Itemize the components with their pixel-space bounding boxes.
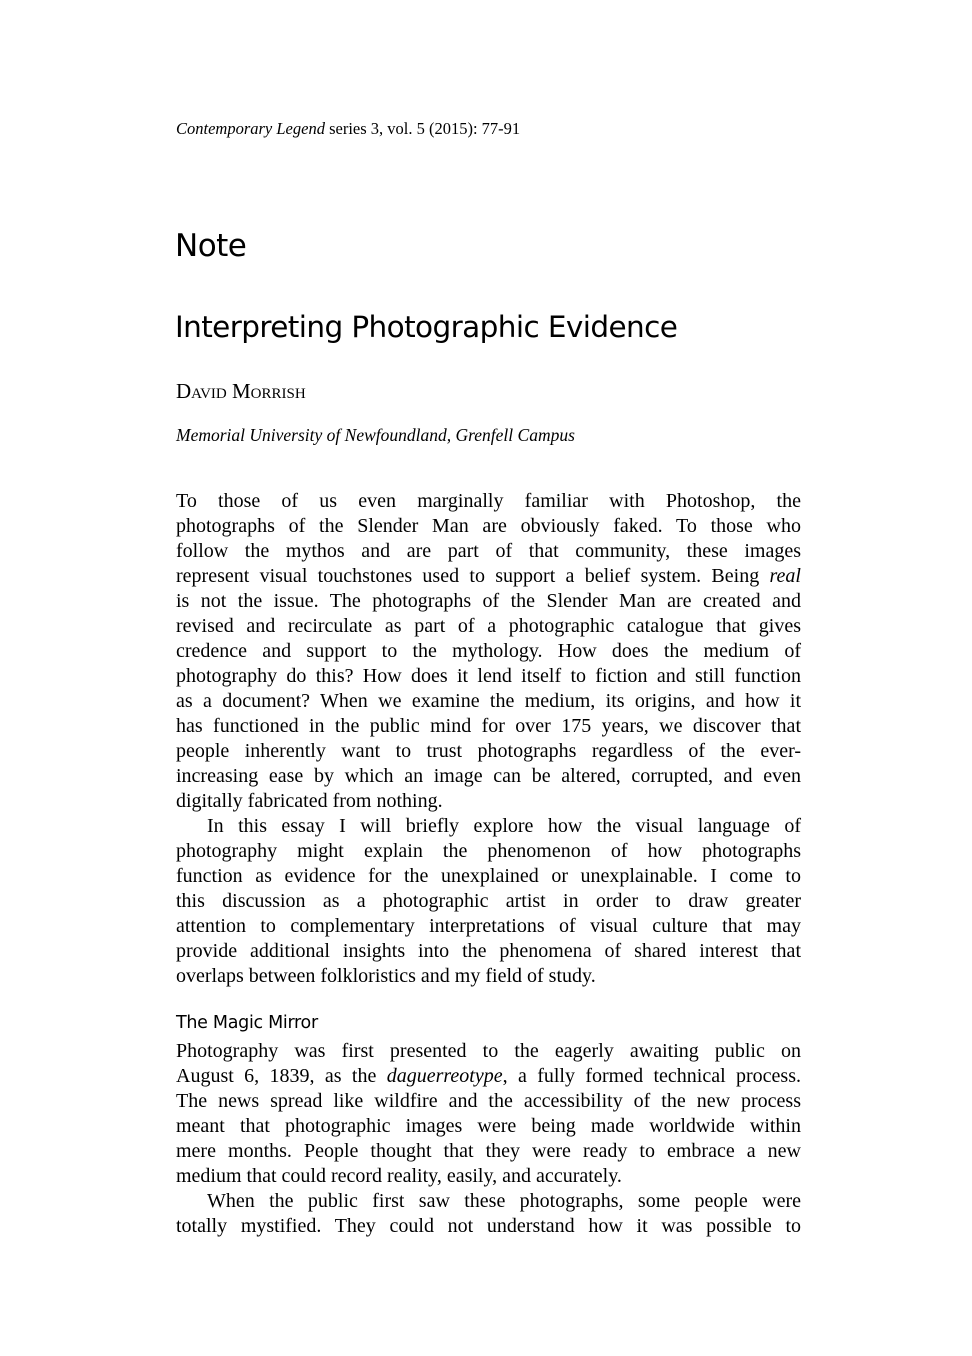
text-line: has functioned in the public mind for over 175 years, we discover that [176, 715, 801, 737]
text-segment: August 6, 1839, as the [176, 1065, 387, 1087]
emphasis-text: real [769, 565, 801, 587]
text-line: The news spread like wildfire and the accessibility of the new process [176, 1090, 801, 1112]
text-line: mere months. People thought that they were ready to embrace a new [176, 1140, 801, 1162]
section-paragraph-1 [176, 1039, 801, 1189]
text-line: increasing ease by which an image can be altered, corrupted, and even [176, 765, 801, 787]
text-line: as a document? When we examine the medium, its origins, and how it [176, 690, 801, 712]
text-line: medium that could record reality, easily, and accurately. [176, 1165, 622, 1187]
article-title: Interpreting Photographic Evidence [175, 310, 678, 344]
text-line: revised and recirculate as part of a photographic catalogue that gives [176, 615, 801, 637]
body-paragraph-1 [176, 489, 801, 814]
journal-name: Contemporary Legend [176, 119, 325, 138]
text-line: is not the issue. The photographs of the Slender Man are created and [176, 590, 801, 612]
note-label: Note [175, 228, 247, 264]
text-line: photographs of the Slender Man are obviously faked. To those who [176, 515, 801, 537]
text-line [176, 564, 801, 589]
text-segment: represent visual touchstones used to support a belief system. Being [176, 565, 770, 587]
body-paragraph-2 [176, 814, 801, 989]
text-line: Photography was first presented to the eagerly awaiting public on [176, 1040, 801, 1062]
journal-details: series 3, vol. 5 (2015): 77-91 [324, 119, 521, 138]
section-heading: The Magic Mirror [176, 1013, 318, 1033]
text-line: provide additional insights into the phenomena of shared interest that [176, 940, 801, 962]
emphasis-text: daguerreotype [386, 1065, 503, 1087]
text-line: this discussion as a photographic artist in order to draw greater [176, 890, 801, 912]
text-line [176, 1064, 801, 1089]
text-line: photography might explain the phenomenon of how photographs [176, 840, 801, 862]
text-line: When the public first saw these photographs, some people were [207, 1190, 801, 1212]
text-line: overlaps between folkloristics and my field of study. [176, 965, 596, 987]
text-line: follow the mythos and are part of that community, these images [176, 540, 801, 562]
text-line: credence and support to the mythology. How does the medium of [176, 640, 801, 662]
section-paragraph-2 [176, 1189, 801, 1239]
author-name: David Morrish [176, 379, 306, 403]
running-head [176, 119, 520, 139]
author-affiliation: Memorial University of Newfoundland, Grenfell Campus [176, 425, 575, 445]
text-line: digitally fabricated from nothing. [176, 790, 443, 812]
text-line: people inherently want to trust photographs regardless of the ever- [176, 740, 801, 762]
text-line: photography do this? How does it lend itself to fiction and still function [176, 665, 801, 687]
text-line: function as evidence for the unexplained or unexplainable. I come to [176, 865, 801, 887]
text-line: meant that photographic images were being made worldwide within [176, 1115, 801, 1137]
text-line: totally mystified. They could not understand how it was possible to [176, 1215, 801, 1237]
text-line: In this essay I will briefly explore how the visual language of [207, 815, 801, 837]
text-line: attention to complementary interpretations of visual culture that may [176, 915, 801, 937]
text-line: To those of us even marginally familiar with Photoshop, the [176, 490, 801, 512]
text-segment: , a fully formed technical process. [502, 1065, 802, 1087]
